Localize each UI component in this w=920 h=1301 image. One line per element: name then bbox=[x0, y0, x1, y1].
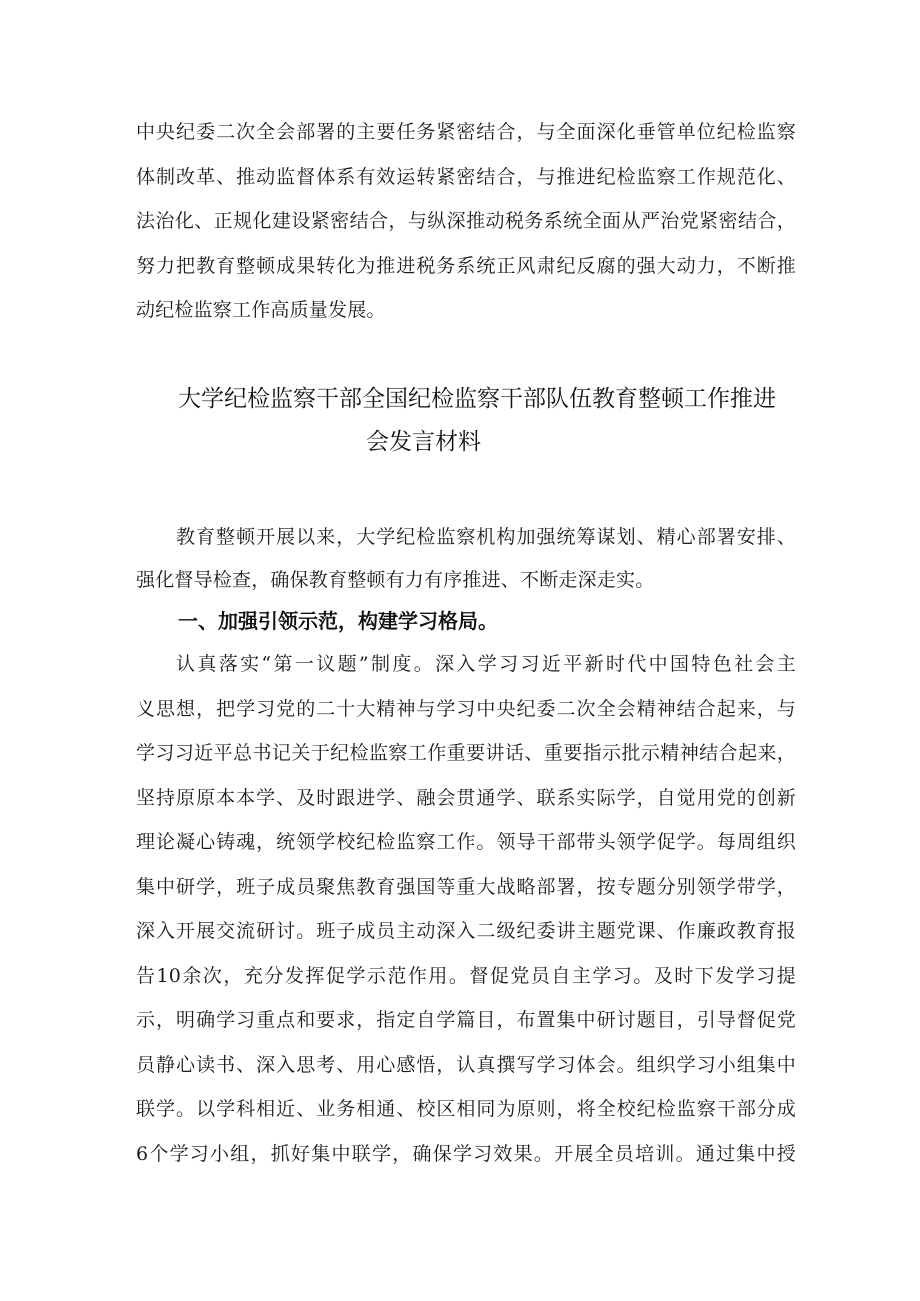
section-one-line-11: 联学。以学科相近、业务相通、校区相同为原则，将全校纪检监察干部分成 bbox=[136, 1098, 796, 1120]
section-one-line-3: 学习习近平总书记关于纪检监察工作重要讲话、重要指示批示精神结合起来， bbox=[136, 742, 796, 764]
intro-line-4: 努力把教育整顿成果转化为推进税务系统正风肃纪反腐的强大动力，不断推 bbox=[136, 255, 796, 277]
section-one-line-1: 认真落实“第一议题”制度。深入学习习近平新时代中国特色社会主 bbox=[176, 653, 796, 675]
section-one-line-8: 告10余次，充分发挥促学示范作用。督促党员自主学习。及时下发学习提 bbox=[136, 965, 796, 987]
section-one-line-12: 6个学习小组，抓好集中联学，确保学习效果。开展全员培训。通过集中授 bbox=[136, 1143, 796, 1165]
opening-line-1: 教育整顿开展以来，大学纪检监察机构加强统筹谋划、精心部署安排、 bbox=[176, 526, 796, 548]
section-one-line-2: 义思想，把学习党的二十大精神与学习中央纪委二次全会精神结合起来，与 bbox=[136, 698, 796, 720]
article-title-line-2: 会发言材料 bbox=[366, 429, 481, 455]
section-one-line-10: 员静心读书、深入思考、用心感悟，认真撰写学习体会。组织学习小组集中 bbox=[136, 1054, 796, 1076]
intro-line-2: 体制改革、推动监督体系有效运转紧密结合，与推进纪检监察工作规范化、 bbox=[136, 166, 796, 188]
article-title-line-1: 大学纪检监察干部全国纪检监察干部队伍教育整顿工作推进 bbox=[178, 386, 776, 412]
section-one-line-9: 示，明确学习重点和要求，指定自学篇目，布置集中研讨题目，引导督促党 bbox=[136, 1009, 796, 1031]
section-one-heading: 一、加强引领示范，构建学习格局。 bbox=[178, 609, 498, 633]
section-one-line-5: 理论凝心铸魂，统领学校纪检监察工作。领导干部带头领学促学。每周组织 bbox=[136, 831, 796, 853]
intro-line-3: 法治化、正规化建设紧密结合，与纵深推动税务系统全面从严治党紧密结合， bbox=[136, 210, 796, 232]
intro-line-1: 中央纪委二次全会部署的主要任务紧密结合，与全面深化垂管单位纪检监察 bbox=[136, 121, 796, 143]
opening-line-2: 强化督导检查，确保教育整顿有力有序推进、不断走深走实。 bbox=[136, 569, 655, 591]
section-one-line-7: 深入开展交流研讨。班子成员主动深入二级纪委讲主题党课、作廉政教育报 bbox=[136, 920, 796, 942]
section-one-line-6: 集中研学，班子成员聚焦教育强国等重大战略部署，按专题分别领学带学， bbox=[136, 876, 796, 898]
intro-line-5: 动纪检监察工作高质量发展。 bbox=[136, 299, 386, 321]
section-one-line-4: 坚持原原本本学、及时跟进学、融会贯通学、联系实际学，自觉用党的创新 bbox=[136, 787, 796, 809]
